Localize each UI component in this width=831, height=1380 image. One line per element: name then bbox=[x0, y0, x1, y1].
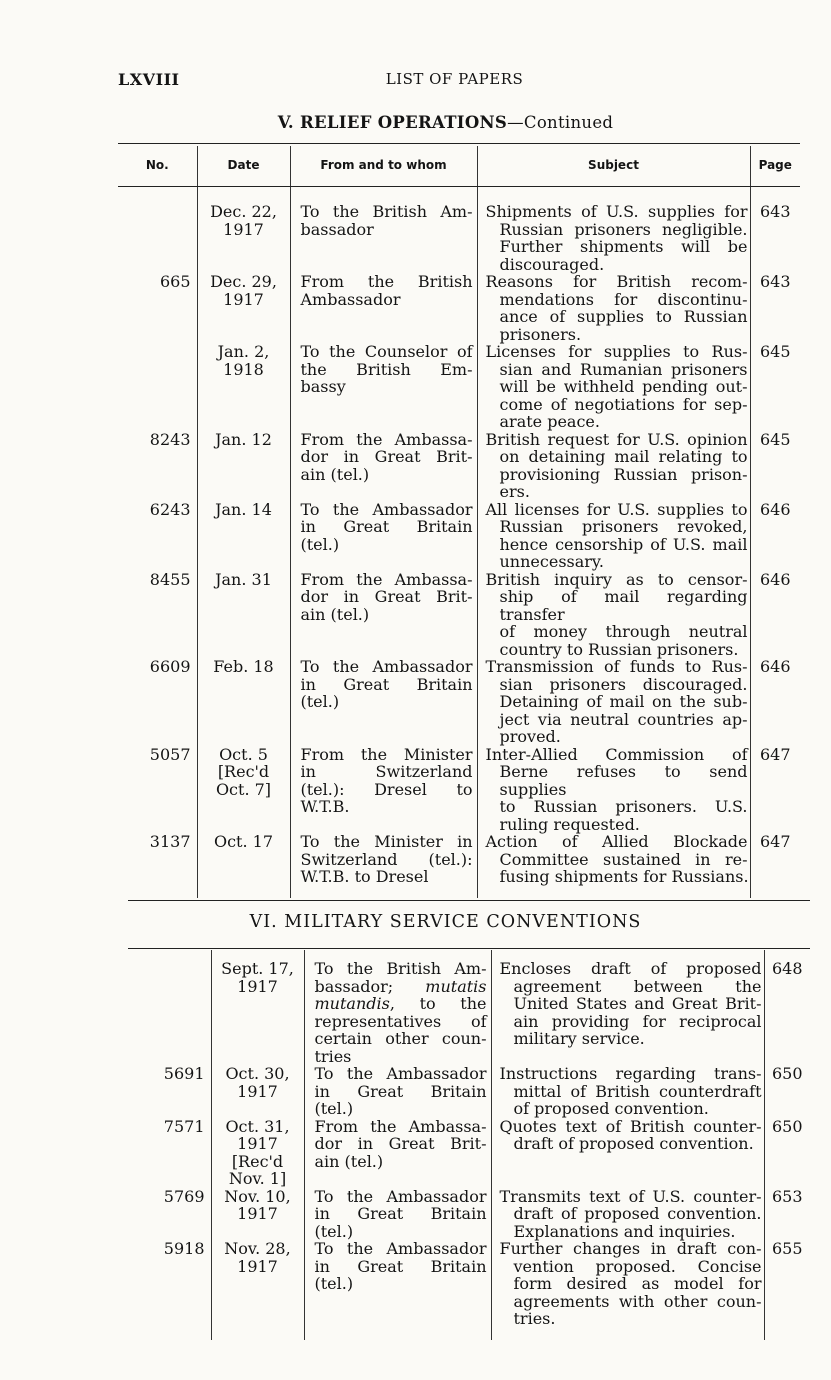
subject-line: United States and Great Brit- bbox=[513, 994, 762, 1013]
doc-page: 646 bbox=[750, 501, 800, 571]
date-line: Dec. 29, bbox=[210, 272, 277, 291]
from-line: Switzerland (tel.): bbox=[300, 849, 473, 869]
from-line: W.T.B. bbox=[300, 797, 350, 816]
doc-page: 647 bbox=[750, 746, 800, 834]
from-line: ain (tel.) bbox=[300, 464, 370, 484]
doc-date bbox=[211, 1240, 304, 1328]
from-line: ain (tel.) bbox=[314, 1151, 384, 1171]
doc-page: 643 bbox=[750, 273, 800, 343]
doc-subject bbox=[477, 501, 750, 571]
date-line: Oct. 5 bbox=[219, 744, 268, 764]
from-line: dor in Great Brit- bbox=[300, 587, 473, 606]
from-line: tries bbox=[314, 1046, 352, 1066]
doc-number bbox=[128, 950, 211, 1065]
from-line: in Great Britain bbox=[314, 1256, 487, 1276]
from-line: in Switzerland bbox=[300, 762, 473, 781]
subject-line: Explanations and inquiries. bbox=[513, 1221, 736, 1241]
date-line: Oct. 7] bbox=[215, 779, 272, 799]
doc-number: 6609 bbox=[149, 657, 191, 676]
doc-date bbox=[197, 571, 290, 659]
table-spacer-row bbox=[118, 886, 800, 898]
subject-line: Transmits text of U.S. counter- bbox=[499, 1186, 762, 1206]
from-line: To the Minister in bbox=[300, 832, 473, 851]
table-row bbox=[128, 1065, 810, 1118]
subject-line: to Russian prisoners. U.S. bbox=[499, 797, 748, 816]
doc-page: 643 bbox=[750, 187, 800, 274]
table-row bbox=[118, 746, 800, 834]
doc-subject bbox=[477, 746, 750, 834]
subject-line: ruling requested. bbox=[499, 814, 640, 834]
doc-page: 645 bbox=[750, 343, 800, 431]
subject-line: Inter-Allied Commission of bbox=[485, 744, 748, 764]
from-line: (tel.) bbox=[314, 1099, 354, 1118]
from-line: Ambassador bbox=[300, 289, 401, 309]
subject-line: Licenses for supplies to Rus- bbox=[485, 342, 748, 361]
doc-number: 5769 bbox=[163, 1186, 205, 1206]
subject-line: come of negotiations for sep- bbox=[499, 394, 748, 414]
subject-line: Reasons for British recom- bbox=[485, 272, 748, 291]
date-line: 1917 bbox=[237, 976, 278, 996]
doc-number: 7571 bbox=[163, 1116, 205, 1136]
doc-subject bbox=[477, 431, 750, 501]
table-row bbox=[118, 658, 800, 746]
from-line: in Great Britain bbox=[314, 1204, 487, 1223]
subject-line: mittal of British counterdraft bbox=[513, 1081, 762, 1101]
date-line: Jan. 12 bbox=[215, 429, 272, 449]
subject-line: Quotes text of British counter- bbox=[499, 1116, 762, 1136]
subject-line: on detaining mail relating to bbox=[499, 447, 748, 466]
doc-subject bbox=[477, 571, 750, 659]
from-line: dor in Great Brit- bbox=[300, 447, 473, 466]
doc-date bbox=[197, 187, 290, 274]
from-line: (tel.) bbox=[314, 1221, 354, 1241]
section-5-continued: —Continued bbox=[507, 113, 614, 132]
date-line: 1917 bbox=[223, 219, 264, 239]
date-line: [Rec'd bbox=[231, 1151, 284, 1171]
col-header-page: Page bbox=[750, 146, 800, 187]
subject-line: mendations for discontinu- bbox=[499, 289, 748, 309]
subject-line: prisoners. bbox=[499, 324, 582, 344]
date-line: 1917 bbox=[237, 1134, 278, 1153]
doc-subject bbox=[491, 1188, 764, 1241]
doc-number: 665 bbox=[159, 272, 191, 291]
from-line: (tel.) bbox=[300, 534, 340, 554]
doc-date bbox=[197, 343, 290, 431]
table-spacer-row bbox=[128, 1328, 810, 1340]
doc-from-to bbox=[304, 1240, 491, 1328]
date-line: 1917 bbox=[237, 1204, 278, 1223]
doc-subject bbox=[491, 1240, 764, 1328]
date-line: Jan. 31 bbox=[215, 569, 272, 589]
doc-from-to bbox=[290, 343, 477, 431]
table-row bbox=[118, 273, 800, 343]
table-row bbox=[118, 501, 800, 571]
doc-subject bbox=[477, 187, 750, 274]
from-line: (tel.) bbox=[314, 1274, 354, 1293]
subject-line: military service. bbox=[513, 1029, 645, 1048]
from-line: To the Counselor of bbox=[300, 342, 473, 361]
from-line: bassy bbox=[300, 377, 346, 396]
doc-number bbox=[118, 187, 197, 274]
doc-page: 645 bbox=[750, 431, 800, 501]
from-line: ain (tel.) bbox=[300, 604, 370, 624]
from-line: To the Ambassador bbox=[300, 657, 473, 676]
doc-number bbox=[118, 343, 197, 431]
date-line: 1918 bbox=[223, 359, 264, 379]
subject-line: Shipments of U.S. supplies for bbox=[485, 202, 748, 221]
doc-page: 647 bbox=[750, 833, 800, 886]
doc-page: 653 bbox=[764, 1188, 810, 1241]
subject-line: fusing shipments for Russians. bbox=[499, 867, 749, 886]
doc-subject bbox=[477, 343, 750, 431]
from-line: From the Ambassa- bbox=[300, 569, 473, 589]
section-6-title: VI. MILITARY SERVICE CONVENTIONS bbox=[249, 912, 642, 932]
date-line: Oct. 30, bbox=[225, 1064, 290, 1083]
subject-line: draft of proposed convention. bbox=[513, 1204, 762, 1223]
date-line: Nov. 28, bbox=[224, 1239, 291, 1258]
doc-number: 5691 bbox=[163, 1064, 205, 1083]
doc-from-to bbox=[304, 1188, 491, 1241]
date-line: Oct. 17 bbox=[213, 832, 274, 851]
subject-line: agreements with other coun- bbox=[513, 1291, 762, 1311]
doc-date bbox=[197, 658, 290, 746]
doc-from-to bbox=[290, 571, 477, 659]
from-line: To the Ambassador bbox=[314, 1064, 487, 1083]
col-header-from: From and to whom bbox=[290, 146, 477, 187]
doc-subject bbox=[491, 950, 764, 1065]
date-line: Jan. 2, bbox=[217, 342, 270, 361]
subject-line: tries. bbox=[513, 1309, 556, 1328]
subject-line: Further changes in draft con- bbox=[499, 1239, 762, 1258]
from-line: To the British Am- bbox=[314, 959, 487, 978]
doc-subject bbox=[477, 833, 750, 886]
doc-from-to bbox=[290, 746, 477, 834]
doc-page: 646 bbox=[750, 571, 800, 659]
date-line: Dec. 22, bbox=[210, 202, 277, 221]
subject-line: sian prisoners discouraged. bbox=[499, 674, 748, 694]
military-service-table bbox=[128, 950, 810, 1340]
subject-line: vention proposed. Concise bbox=[513, 1256, 762, 1276]
doc-date bbox=[197, 746, 290, 834]
from-line: mutandis, to the bbox=[314, 994, 487, 1013]
table-row bbox=[128, 1188, 810, 1241]
table-row bbox=[128, 1118, 810, 1188]
doc-page: 650 bbox=[764, 1118, 810, 1188]
relief-operations-table bbox=[118, 146, 800, 898]
date-line: 1917 bbox=[237, 1081, 278, 1101]
subject-line: Action of Allied Blockade bbox=[485, 832, 748, 851]
doc-page: 655 bbox=[764, 1240, 810, 1328]
from-line: To the Ambassador bbox=[314, 1239, 487, 1258]
subject-line: discouraged. bbox=[499, 254, 605, 274]
doc-number: 6243 bbox=[149, 499, 191, 519]
running-head bbox=[118, 70, 791, 94]
col-header-date: Date bbox=[197, 146, 290, 187]
subject-line: All licenses for U.S. supplies to bbox=[485, 499, 748, 519]
doc-date bbox=[197, 273, 290, 343]
col-header-subject: Subject bbox=[477, 146, 750, 187]
doc-page: 648 bbox=[764, 950, 810, 1065]
doc-subject bbox=[477, 658, 750, 746]
subject-line: British inquiry as to censor- bbox=[485, 569, 748, 589]
from-line: bassador; mutatis bbox=[314, 976, 487, 996]
subject-line: hence censorship of U.S. mail bbox=[499, 534, 748, 554]
from-line: To the British Am- bbox=[300, 202, 473, 221]
doc-from-to bbox=[304, 950, 491, 1065]
from-line: in Great Britain bbox=[314, 1081, 487, 1101]
table-row bbox=[128, 950, 810, 1065]
table-row bbox=[118, 343, 800, 431]
from-line: certain other coun- bbox=[314, 1029, 487, 1048]
subject-line: proved. bbox=[499, 727, 561, 746]
date-line: Sept. 17, bbox=[221, 959, 294, 978]
doc-date bbox=[197, 501, 290, 571]
subject-line: ain providing for reciprocal bbox=[513, 1011, 762, 1031]
doc-from-to bbox=[304, 1065, 491, 1118]
doc-date bbox=[211, 1188, 304, 1241]
table-row bbox=[118, 431, 800, 501]
doc-date bbox=[211, 950, 304, 1065]
date-line: 1917 bbox=[237, 1256, 278, 1276]
table-header-row bbox=[118, 146, 800, 187]
from-line: (tel.) bbox=[300, 692, 340, 711]
subject-line: Russian prisoners negligible. bbox=[499, 219, 748, 239]
section-6-top-rule bbox=[128, 948, 810, 949]
table-row bbox=[118, 571, 800, 659]
subject-line: Transmission of funds to Rus- bbox=[485, 657, 748, 676]
doc-number: 8455 bbox=[149, 569, 191, 589]
from-line: From the Ambassa- bbox=[300, 429, 473, 449]
from-line: representatives of bbox=[314, 1011, 487, 1031]
doc-from-to bbox=[304, 1118, 491, 1188]
date-line: Nov. 10, bbox=[224, 1186, 291, 1206]
subject-line: British request for U.S. opinion bbox=[485, 429, 748, 449]
subject-line: provisioning Russian prison- bbox=[499, 464, 748, 484]
subject-line: Russian prisoners revoked, bbox=[499, 517, 748, 536]
from-line: (tel.): Dresel to bbox=[300, 779, 473, 799]
table-row bbox=[128, 1240, 810, 1328]
subject-line: ject via neutral countries ap- bbox=[499, 709, 748, 729]
date-line: Nov. 1] bbox=[228, 1169, 287, 1188]
doc-from-to bbox=[290, 833, 477, 886]
section-5-heading bbox=[60, 113, 831, 132]
section-5-top-rule bbox=[118, 143, 800, 144]
from-line: From the Ambassa- bbox=[314, 1116, 487, 1136]
section-5-bottom-rule bbox=[128, 900, 810, 901]
subject-line: Encloses draft of proposed bbox=[499, 959, 762, 978]
doc-date bbox=[197, 431, 290, 501]
doc-number: 5918 bbox=[163, 1239, 205, 1258]
section-6-heading bbox=[60, 912, 831, 932]
doc-number: 3137 bbox=[149, 832, 191, 851]
subject-line: Detaining of mail on the sub- bbox=[499, 692, 748, 711]
table-row bbox=[118, 187, 800, 274]
subject-line: form desired as model for bbox=[513, 1274, 762, 1293]
subject-line: of proposed convention. bbox=[513, 1099, 709, 1118]
subject-line: Berne refuses to send supplies bbox=[499, 762, 748, 799]
date-line: Oct. 31, bbox=[225, 1116, 290, 1136]
doc-subject bbox=[477, 273, 750, 343]
doc-from-to bbox=[290, 431, 477, 501]
date-line: 1917 bbox=[223, 289, 264, 309]
doc-date bbox=[197, 833, 290, 886]
doc-from-to bbox=[290, 501, 477, 571]
page-folio: LXVIII bbox=[118, 70, 180, 89]
from-line: W.T.B. to Dresel bbox=[300, 867, 429, 886]
subject-line: Further shipments will be bbox=[499, 237, 748, 256]
subject-line: draft of proposed convention. bbox=[513, 1134, 754, 1153]
from-line: bassador bbox=[300, 219, 374, 239]
doc-page: 650 bbox=[764, 1065, 810, 1118]
doc-number: 5057 bbox=[149, 744, 191, 764]
date-line: [Rec'd bbox=[217, 762, 270, 781]
subject-line: will be withheld pending out- bbox=[499, 377, 748, 396]
from-line: the British Em- bbox=[300, 359, 473, 379]
subject-line: ers. bbox=[499, 482, 530, 501]
date-line: Feb. 18 bbox=[213, 657, 274, 676]
from-line: To the Ambassador bbox=[314, 1186, 487, 1206]
doc-subject bbox=[491, 1118, 764, 1188]
subject-line: ance of supplies to Russian bbox=[499, 307, 748, 326]
subject-line: unnecessary. bbox=[499, 552, 604, 571]
doc-from-to bbox=[290, 187, 477, 274]
from-line: dor in Great Brit- bbox=[314, 1134, 487, 1153]
doc-date bbox=[211, 1065, 304, 1118]
doc-date bbox=[211, 1118, 304, 1188]
doc-from-to bbox=[290, 658, 477, 746]
from-line: From the British bbox=[300, 272, 473, 291]
doc-from-to bbox=[290, 273, 477, 343]
subject-line: arate peace. bbox=[499, 412, 600, 431]
subject-line: ship of mail regarding transfer bbox=[499, 587, 748, 624]
table-row bbox=[118, 833, 800, 886]
from-line: in Great Britain bbox=[300, 674, 473, 694]
doc-number: 8243 bbox=[149, 429, 191, 449]
doc-page: 646 bbox=[750, 658, 800, 746]
subject-line: Instructions regarding trans- bbox=[499, 1064, 762, 1083]
subject-line: Committee sustained in re- bbox=[499, 849, 748, 869]
subject-line: sian and Rumanian prisoners bbox=[499, 359, 748, 379]
doc-subject bbox=[491, 1065, 764, 1118]
section-5-title: V. RELIEF OPERATIONS bbox=[277, 113, 508, 132]
date-line: Jan. 14 bbox=[215, 499, 272, 519]
running-title: LIST OF PAPERS bbox=[385, 70, 524, 88]
from-line: To the Ambassador bbox=[300, 499, 473, 519]
subject-line: country to Russian prisoners. bbox=[499, 639, 739, 659]
subject-line: of money through neutral bbox=[499, 622, 748, 641]
from-line: in Great Britain bbox=[300, 517, 473, 536]
subject-line: agreement between the bbox=[513, 976, 762, 996]
col-header-no: No. bbox=[118, 146, 197, 187]
from-line: From the Minister bbox=[300, 744, 473, 764]
